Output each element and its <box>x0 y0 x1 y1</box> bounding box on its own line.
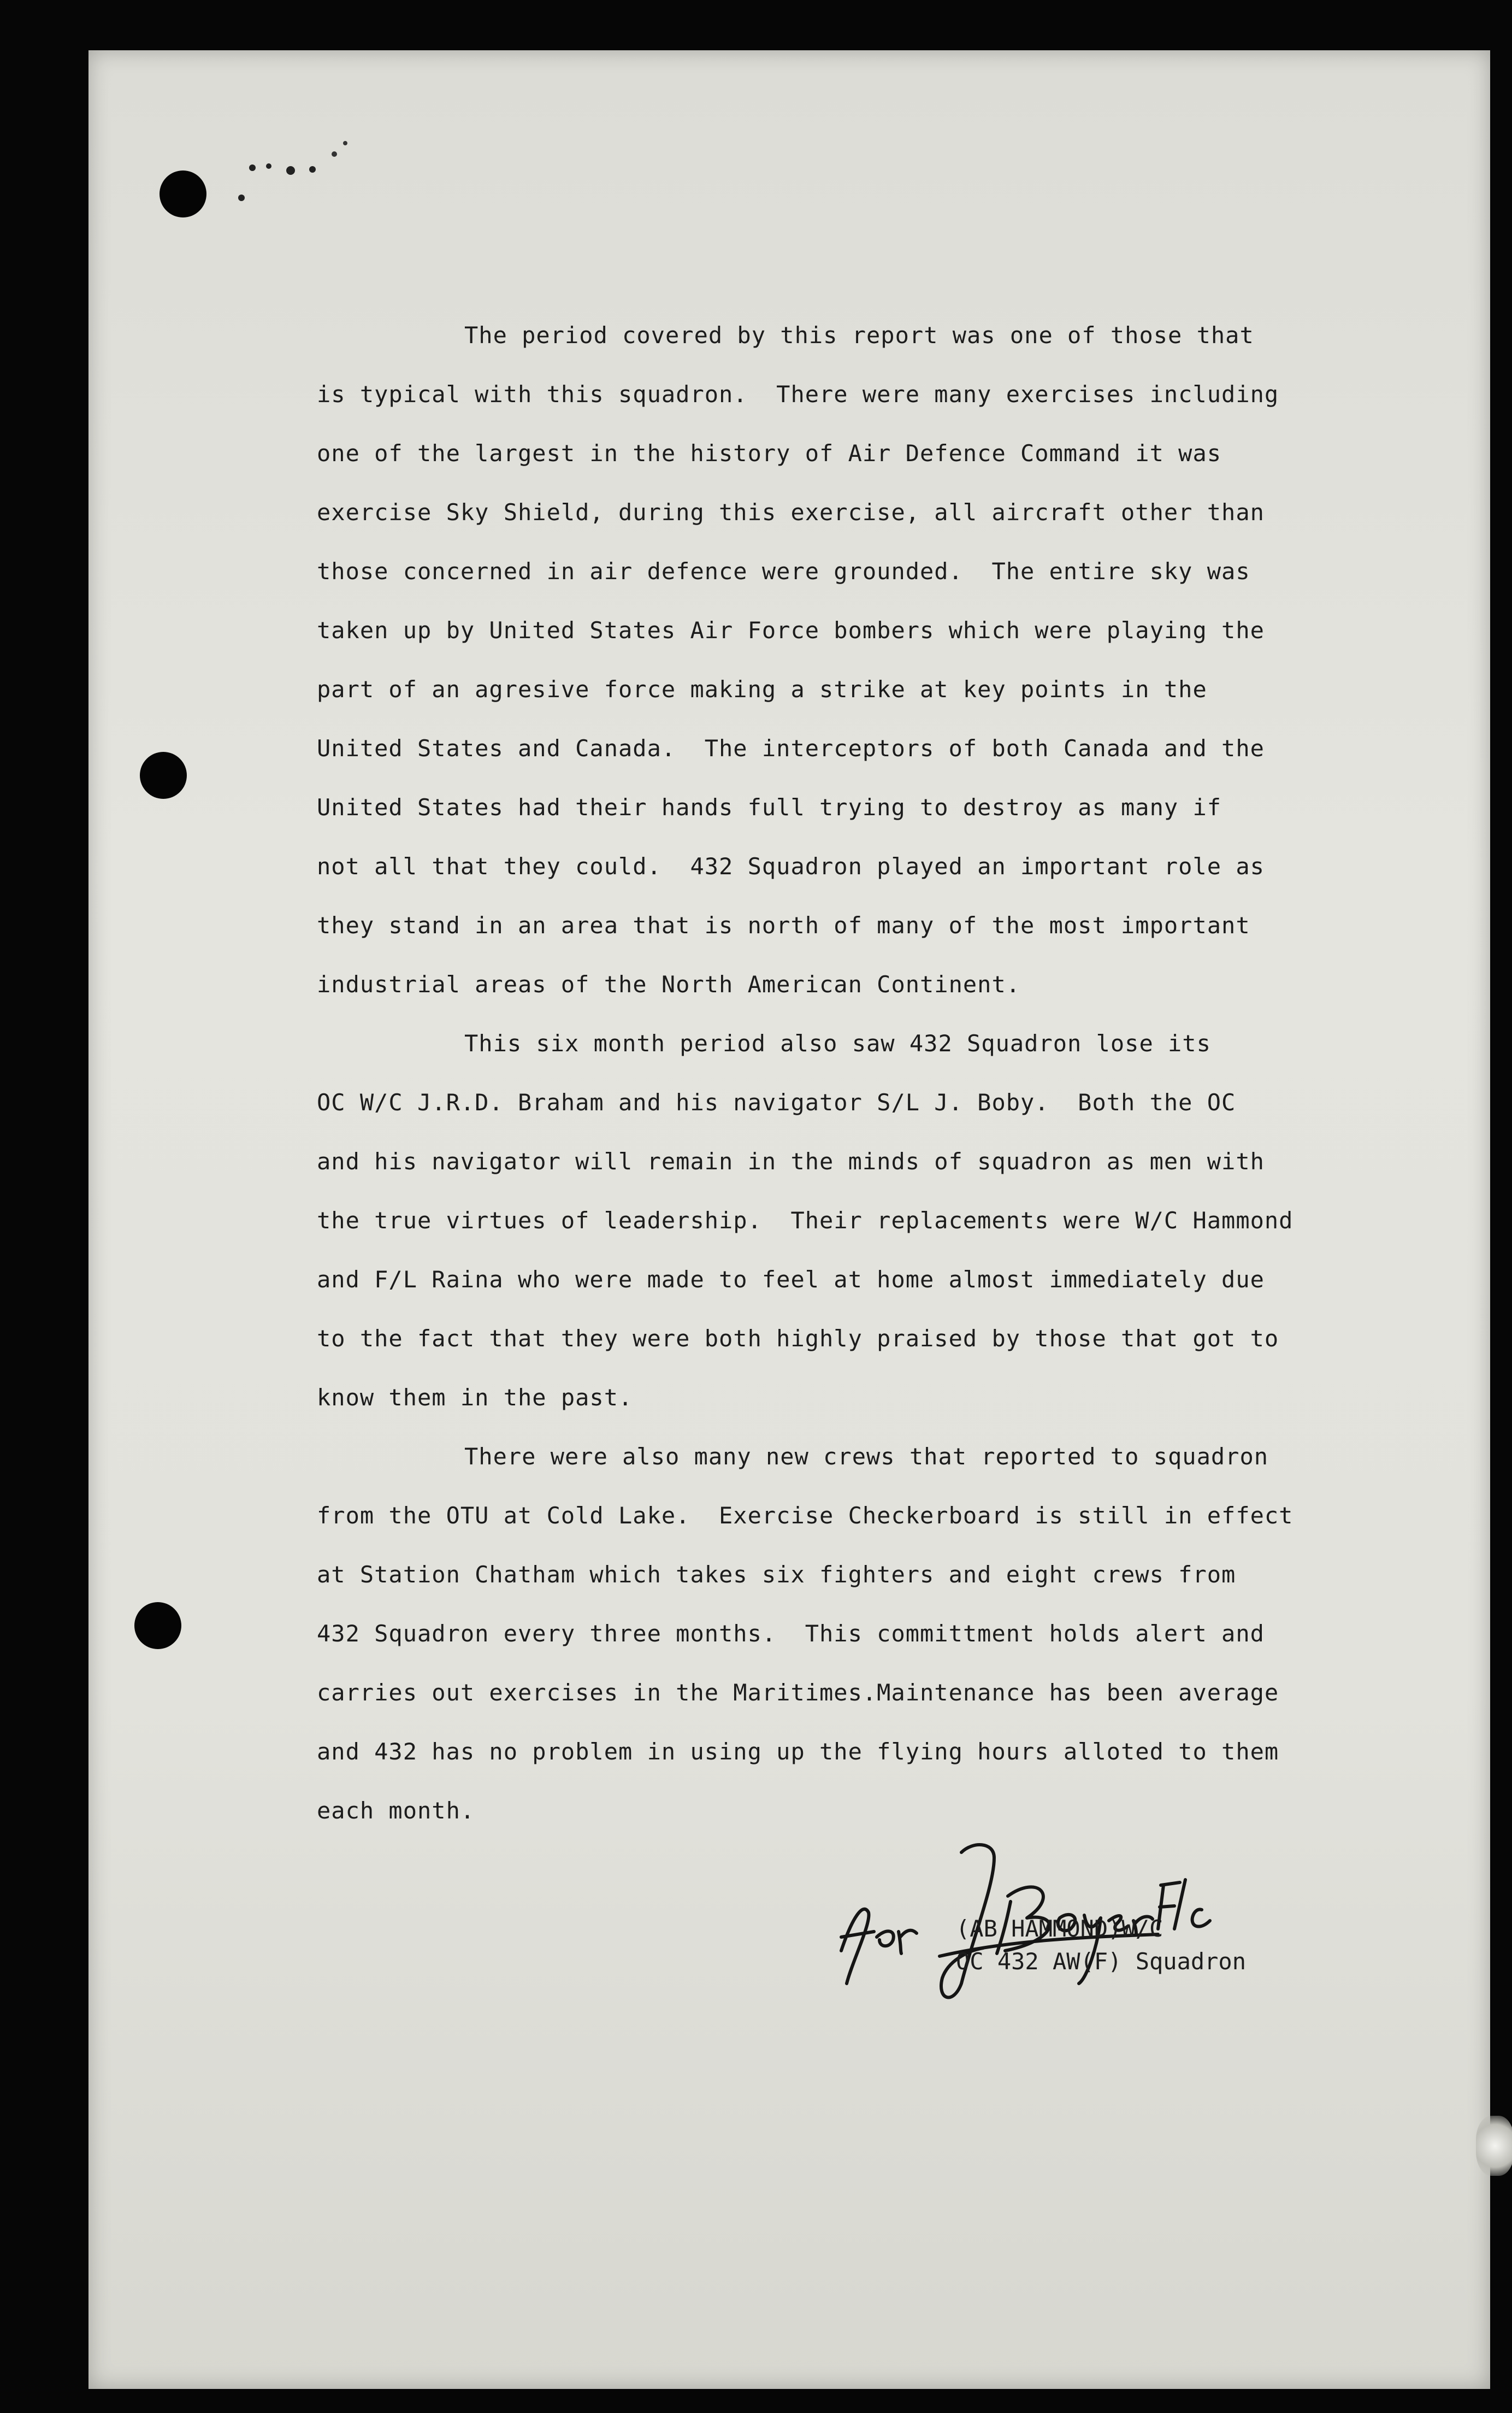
paragraph-2 <box>317 1014 1311 1427</box>
text-line: is typical with this squadron. There were many exercises including <box>317 381 1279 408</box>
text-line: 432 Squadron every three months. This committment holds alert and <box>317 1620 1265 1647</box>
text-line: part of an agresive force making a strike at key points in the <box>317 676 1207 703</box>
text-line: not all that they could. 432 Squadron played an important role as <box>317 853 1265 880</box>
text-line: one of the largest in the history of Air Defence Command it was <box>317 440 1222 467</box>
signatory-name: (AB HAMMOND)W/C <box>956 1915 1163 1942</box>
paragraph-1 <box>317 306 1311 1014</box>
punch-hole-bottom <box>134 1602 181 1649</box>
text-line: they stand in an area that is north of many of the most important <box>317 912 1250 939</box>
text-line: United States had their hands full trying to destroy as many if <box>317 794 1222 821</box>
punch-hole-top <box>160 170 206 217</box>
text-line: United States and Canada. The interceptors of both Canada and the <box>317 735 1265 762</box>
text-line: There were also many new crews that reported to squadron <box>464 1443 1269 1470</box>
text-line: those concerned in air defence were grounded. The entire sky was <box>317 558 1250 585</box>
text-line: each month. <box>317 1797 475 1824</box>
text-line: and F/L Raina who were made to feel at home almost immediately due <box>317 1266 1265 1293</box>
text-line: from the OTU at Cold Lake. Exercise Checkerboard is still in effect <box>317 1502 1294 1529</box>
text-line: exercise Sky Shield, during this exercise, all aircraft other than <box>317 499 1265 526</box>
text-line: to the fact that they were both highly praised by those that got to <box>317 1325 1279 1352</box>
text-line: know them in the past. <box>317 1384 633 1411</box>
dust-specks <box>231 116 373 214</box>
text-line: taken up by United States Air Force bombers which were playing the <box>317 617 1265 644</box>
paper-stain <box>1476 2116 1512 2176</box>
text-line: industrial areas of the North American Continent. <box>317 971 1021 998</box>
text-line: the true virtues of leadership. Their replacements were W/C Hammond <box>317 1207 1294 1234</box>
text-line: This six month period also saw 432 Squadron lose its <box>464 1030 1211 1057</box>
paragraph-3 <box>317 1427 1311 1840</box>
text-line: and his navigator will remain in the minds of squadron as men with <box>317 1148 1265 1175</box>
report-body <box>317 306 1311 1840</box>
text-line: The period covered by this report was one of those that <box>464 322 1254 349</box>
text-line: carries out exercises in the Maritimes.Maintenance has been average <box>317 1679 1279 1706</box>
signature-block <box>830 1820 1322 2027</box>
text-line: at Station Chatham which takes six fighters and eight crews from <box>317 1561 1236 1588</box>
signatory-title: OC 432 AW(F) Squadron <box>956 1948 1247 1975</box>
text-line: and 432 has no problem in using up the flying hours alloted to them <box>317 1738 1279 1765</box>
text-line: OC W/C J.R.D. Braham and his navigator S/L J. Boby. Both the OC <box>317 1089 1236 1116</box>
punch-hole-middle <box>140 752 187 799</box>
